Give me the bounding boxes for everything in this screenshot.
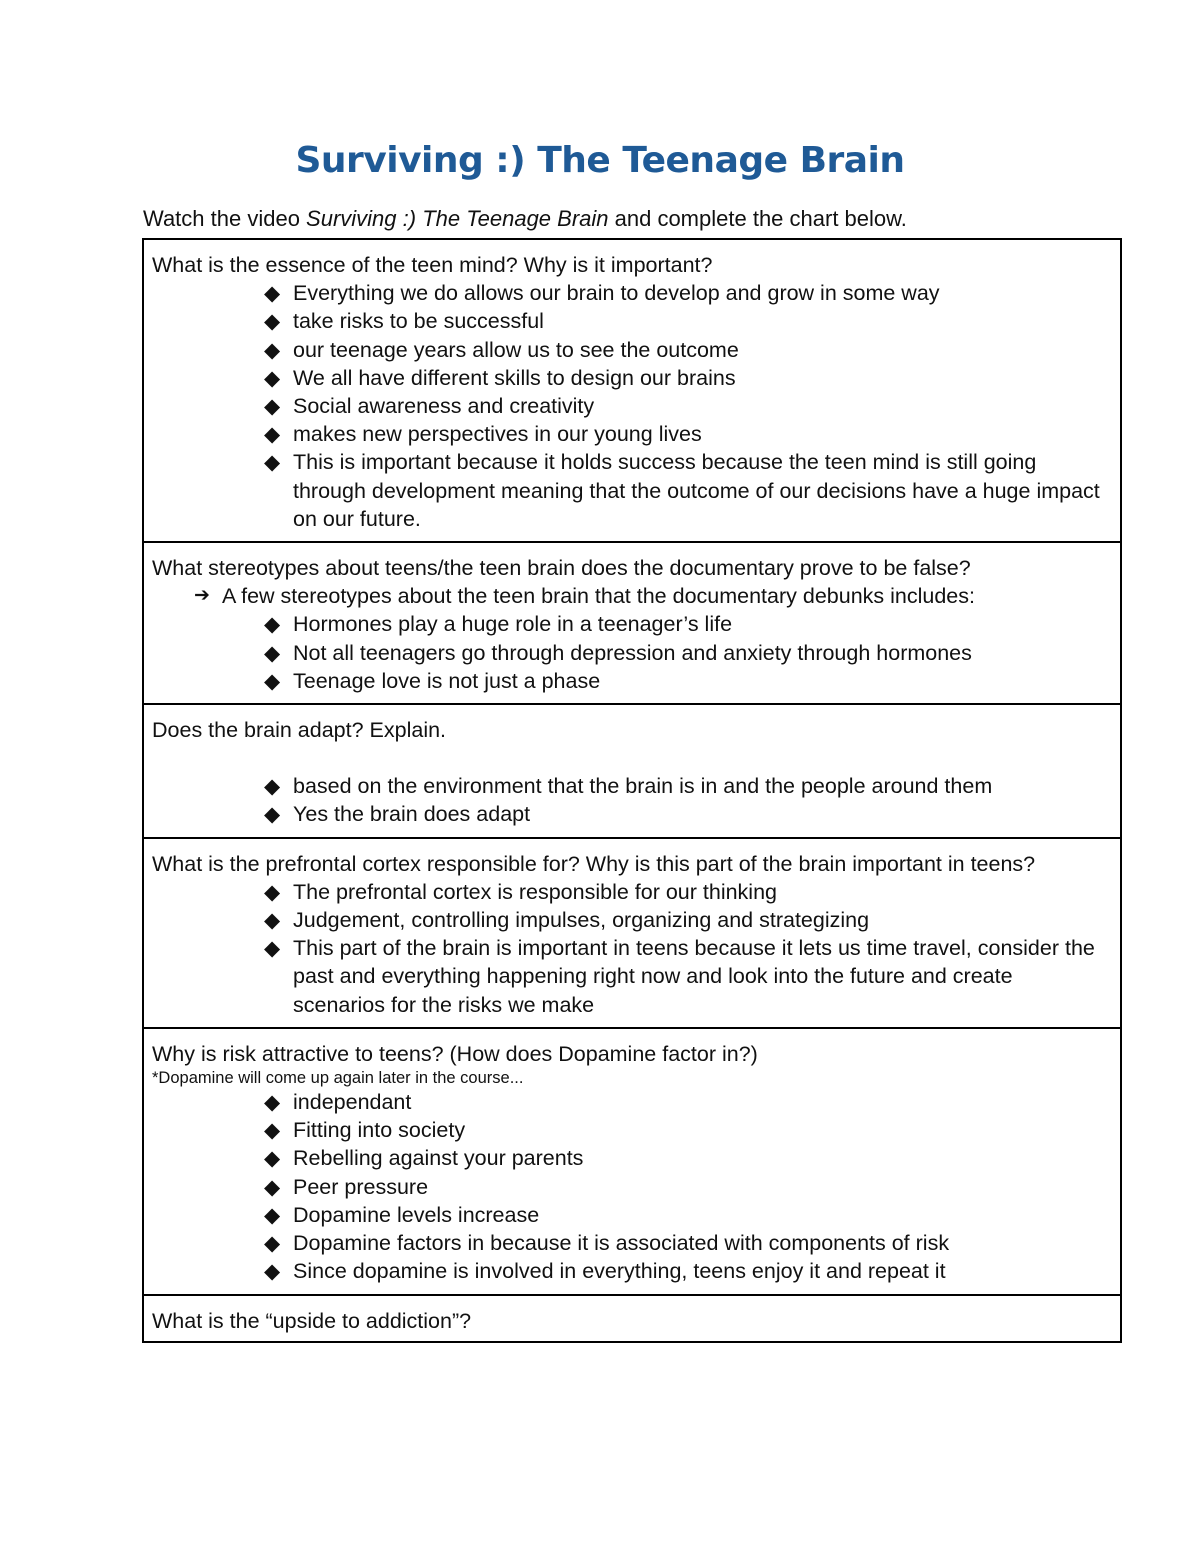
answer-item: ◆ Rebelling against your parents [264, 1146, 584, 1171]
answer-item: ◆ Since dopamine is involved in everything, teens enjoy it and repeat it [264, 1259, 946, 1284]
answer-item: ◆ Yes the brain does adapt [264, 802, 531, 827]
arrow-bullet-icon: ➔ [194, 585, 210, 607]
answer-item: ◆ Social awareness and creativity [264, 394, 595, 419]
answer-item: ◆ independant [264, 1090, 412, 1115]
diamond-bullet-icon: ◆ [264, 366, 281, 390]
answer-item: ◆ The prefrontal cortex is responsible for our thinking [264, 879, 777, 904]
question-stereotypes: What stereotypes about teens/the teen brain does the documentary prove to be false? [152, 556, 971, 581]
diamond-bullet-icon: ◆ [264, 1175, 281, 1199]
diamond-bullet-icon: ◆ [264, 310, 281, 334]
diamond-bullet-icon: ◆ [264, 1232, 281, 1256]
diamond-bullet-icon: ◆ [264, 423, 281, 447]
document-title: Surviving :) The Teenage Brain [295, 140, 905, 181]
answer-item: ◆ based on the environment that the brain is in and the people around them [264, 774, 993, 799]
diamond-bullet-icon: ◆ [264, 775, 281, 799]
answer-item: ◆ makes new perspectives in our young lives [264, 422, 702, 447]
answer-item: ◆ Dopamine factors in because it is associated with components of risk [264, 1231, 950, 1256]
answer-item: ◆ our teenage years allow us to see the outcome [264, 337, 739, 362]
question-risk: Why is risk attractive to teens? (How does Dopamine factor in?) [152, 1041, 758, 1066]
diamond-bullet-icon: ◆ [264, 613, 281, 637]
question-addiction: What is the “upside to addiction”? [152, 1308, 472, 1333]
answer-item: ◆ Everything we do allows our brain to develop and grow in some way [264, 281, 940, 306]
intro-prefix: Watch the video [143, 206, 307, 231]
diamond-bullet-icon: ◆ [264, 1119, 281, 1143]
diamond-bullet-icon: ◆ [264, 282, 281, 306]
answer-item: ◆ Judgement, controlling impulses, organizing and strategizing [264, 908, 870, 933]
chart-cell-adapt [144, 705, 1120, 839]
intro-suffix: and complete the chart below. [608, 206, 907, 231]
answer-item: ◆ Hormones play a huge role in a teenager’s life [264, 612, 733, 637]
answer-item: ◆ This is important because it holds success because the teen mind is still going through development meaning that the outcome of our decisions have a huge impact on our future. [264, 450, 1100, 531]
question-essence: What is the essence of the teen mind? Why is it important? [152, 253, 713, 277]
diamond-bullet-icon: ◆ [264, 1203, 281, 1227]
chart-cell-risk [144, 1029, 1120, 1296]
diamond-bullet-icon: ◆ [264, 880, 281, 904]
intro-video-title: Surviving :) The Teenage Brain [306, 206, 609, 231]
answer-item: ◆ We all have different skills to design our brains [264, 365, 736, 390]
intro-line [143, 204, 907, 234]
diamond-bullet-icon: ◆ [264, 451, 281, 475]
question-adapt: Does the brain adapt? Explain. [152, 718, 447, 743]
answer-item: ◆ Peer pressure [264, 1174, 429, 1199]
diamond-bullet-icon: ◆ [264, 909, 281, 933]
answer-subpoint: ➔ A few stereotypes about the teen brain that the documentary debunks includes: [152, 582, 1110, 610]
chart-cell-prefrontal [144, 839, 1120, 1029]
dopamine-note: *Dopamine will come up again later in the course... [152, 1069, 524, 1088]
chart-cell-essence [144, 240, 1120, 543]
diamond-bullet-icon: ◆ [264, 338, 281, 362]
diamond-bullet-icon: ◆ [264, 803, 281, 827]
diamond-bullet-icon: ◆ [264, 937, 281, 961]
diamond-bullet-icon: ◆ [264, 395, 281, 419]
chart-cell-stereotypes [144, 543, 1120, 705]
diamond-bullet-icon: ◆ [264, 1260, 281, 1284]
answer-item: ◆ Fitting into society [264, 1118, 466, 1143]
question-prefrontal: What is the prefrontal cortex responsible for? Why is this part of the brain important in teens? [152, 851, 1036, 876]
answer-item: ◆ take risks to be successful [264, 309, 544, 334]
answer-item: ◆ This part of the brain is important in teens because it lets us time travel, consider the past and everything happening right now and look into the future and create scenarios for the risks we make [264, 936, 1095, 1017]
chart-cell-addiction [144, 1296, 1120, 1343]
answer-item: ◆ Dopamine levels increase [264, 1202, 540, 1227]
diamond-bullet-icon: ◆ [264, 1147, 281, 1171]
diamond-bullet-icon: ◆ [264, 1091, 281, 1115]
answer-item: ◆ Not all teenagers go through depression and anxiety through hormones [264, 640, 972, 665]
answer-item: ◆ Teenage love is not just a phase [264, 668, 601, 693]
diamond-bullet-icon: ◆ [264, 669, 281, 693]
worksheet-chart [142, 238, 1122, 1343]
diamond-bullet-icon: ◆ [264, 641, 281, 665]
